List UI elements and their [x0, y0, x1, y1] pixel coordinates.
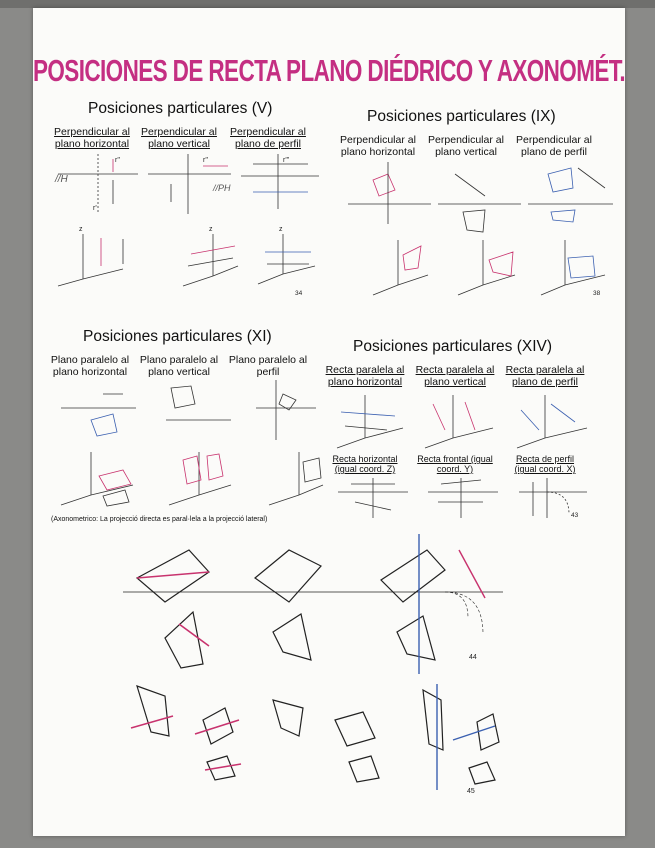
- paper-sheet: [33, 8, 625, 836]
- col-header: Recta paralela al plano horizontal: [325, 364, 405, 388]
- subcol-header: Recta horizontal (igual coord. Z): [332, 454, 398, 474]
- section-xi-figures: [51, 380, 326, 512]
- col-header: Perpendicular al plano vertical: [428, 134, 504, 158]
- page-number: 38: [593, 290, 601, 297]
- axonometric-figures: [123, 680, 503, 804]
- subcol-header: Recta de perfil (igual coord. X): [514, 454, 576, 474]
- col-header: Perpendicular al plano horizontal: [340, 134, 416, 158]
- handwriting-note: //PH: [213, 183, 231, 193]
- page-number: 44: [469, 654, 477, 661]
- col-header: Perpendicular al plano de perfil: [230, 126, 306, 150]
- svg-text:r': r': [93, 205, 97, 212]
- col-header: Plano paralelo al plano horizontal: [50, 354, 130, 378]
- col-header: Plano paralelo al perfil: [228, 354, 308, 378]
- background-strip: [0, 0, 655, 8]
- svg-text:r''': r''': [283, 157, 290, 164]
- section-ix-figures: [343, 160, 618, 302]
- col-header: Plano paralelo al plano vertical: [139, 354, 219, 378]
- col-header: Perpendicular al plano de perfil: [516, 134, 592, 158]
- section-title-xiv: Posiciones particulares (XIV): [353, 338, 552, 355]
- handwriting-note: //H: [55, 174, 68, 185]
- dihedral-plane-figures: [123, 534, 503, 674]
- svg-text:r'': r'': [203, 157, 209, 164]
- section-v-figures: [53, 154, 323, 296]
- section-title-xi: Posiciones particulares (XI): [83, 328, 272, 345]
- section-title-ix: Posiciones particulares (IX): [367, 108, 556, 125]
- section-xiv-figures: [325, 390, 595, 452]
- subcol-header: Recta frontal (igual coord. Y): [417, 454, 493, 474]
- svg-text:r'': r'': [115, 157, 121, 164]
- section-xiv-subfigures: [333, 478, 593, 522]
- page-number: 45: [467, 788, 475, 795]
- col-header: Perpendicular al plano horizontal: [54, 126, 130, 150]
- svg-text:z: z: [79, 226, 83, 233]
- page-number: 43: [571, 512, 579, 519]
- svg-text:z: z: [209, 226, 213, 233]
- svg-text:z: z: [279, 226, 283, 233]
- page-number: 34: [295, 290, 303, 297]
- section-title-v: Posiciones particulares (V): [88, 100, 273, 117]
- col-header: Recta paralela al plano de perfil: [505, 364, 585, 388]
- col-header: Recta paralela al plano vertical: [415, 364, 495, 388]
- col-header: Perpendicular al plano vertical: [141, 126, 217, 150]
- axonometric-note: (Axonometrico: La projecció directa es paral·lela a la projecció lateral): [51, 516, 268, 523]
- page-title: POSICIONES DE RECTA PLANO DIÉDRICO Y AXONOMÉT.: [33, 54, 626, 88]
